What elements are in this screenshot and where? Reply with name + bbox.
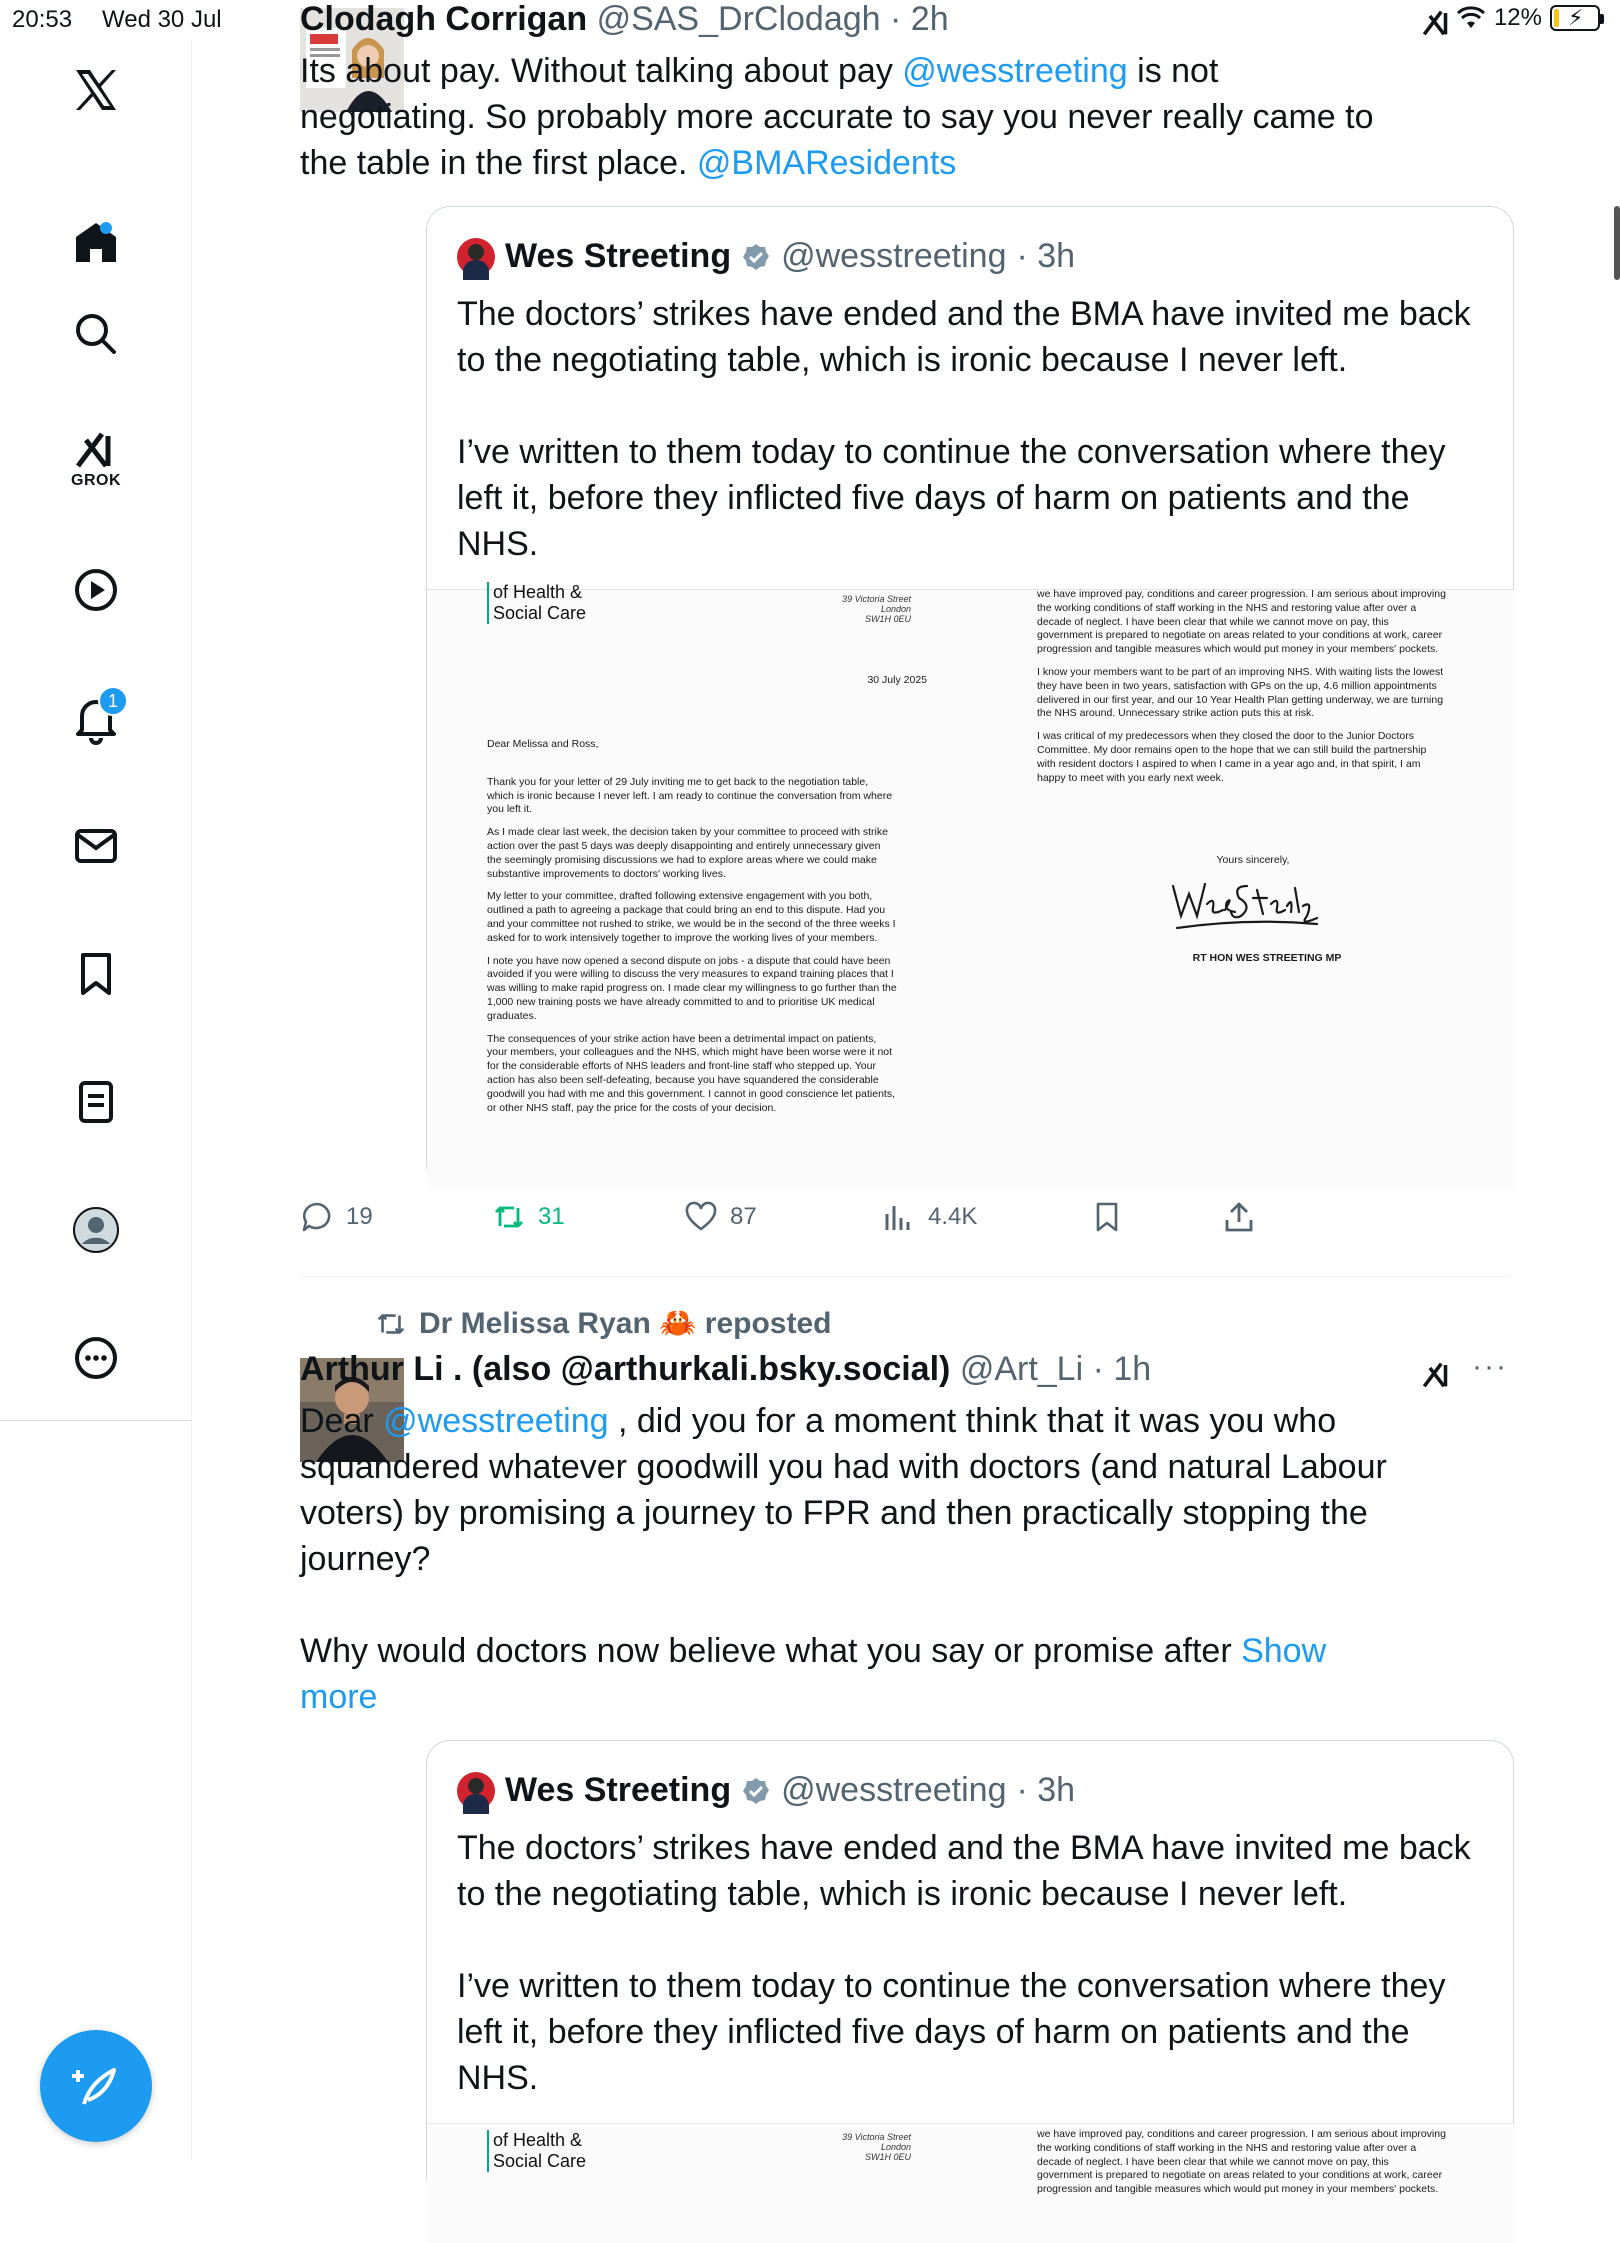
quote-avatar: [457, 238, 495, 276]
more-options-icon[interactable]: ···: [1472, 1350, 1508, 1383]
letter-paragraph: we have improved pay, conditions and career progression. I am serious about improving the working conditions of staff working in the NHS and restoring value after over a decade of neglect. I have been clear that while we cannot move on pay, this government is prepared to negotiate on areas related to your conditions at work, career progression and tangible measures which would put money in your members' pockets.: [1037, 2128, 1446, 2196]
letter-signatory: RT HON WES STREETING MP: [1192, 952, 1342, 964]
tweet-actions: [300, 1200, 1300, 1250]
letter-paragraph: I was critical of my predecessors when they closed the door to the Junior Doctors Committee. My door remains open to the hope that we can still build the partnership with resident doctors I aspired to when I came in a year ago and, in that spirit, I am happy to meet with you early next week.: [1037, 730, 1427, 784]
list-icon: [72, 1078, 120, 1126]
sidebar: [0, 40, 192, 2160]
sidebar-item-notifications[interactable]: [46, 668, 146, 768]
play-icon: [72, 566, 120, 614]
tweet-text-part: Its about pay. Without talking about pay: [300, 52, 903, 90]
tweet-text: [300, 48, 1400, 186]
quote-paragraph: The doctors’ strikes have ended and the BMA have invited me back to the negotiating table, which is ironic because I never left.: [457, 295, 1471, 379]
quote-paragraph: I’ve written to them today to continue the conversation where they left it, before they inflicted five days of harm on patients and the NHS.: [457, 1967, 1446, 2097]
quote-author: Wes Streeting: [505, 1771, 732, 1809]
mention-link[interactable]: @wesstreeting: [383, 1402, 609, 1440]
show-more-link[interactable]: Show more: [300, 1632, 1327, 1716]
timeline: [192, 0, 1620, 2196]
compose-feather-icon: [70, 2060, 122, 2112]
letter-paragraph: As I made clear last week, the decision taken by your committee to proceed with strike action over the past 5 days was deeply disappointing and entirely unnecessary given the seemingly promising discussions we had to explore areas where we could make substantive improvements to doctors' working lives.: [487, 826, 888, 880]
reply-count: 19: [346, 1203, 373, 1230]
home-icon: [72, 218, 120, 266]
like-button[interactable]: [684, 1200, 757, 1234]
charging-icon: ⚡: [1568, 5, 1584, 30]
views-chart-icon: [882, 1200, 916, 1234]
quote-text: [457, 1825, 1497, 2101]
compose-button[interactable]: [40, 2030, 152, 2142]
bookmark-icon: [72, 950, 120, 998]
x-logo-icon: [72, 66, 120, 114]
grok-label: GROK: [71, 472, 121, 489]
bookmark-button[interactable]: [1090, 1200, 1124, 1234]
views-button[interactable]: [882, 1200, 977, 1234]
address-line: 39 Victoria Street: [842, 594, 911, 604]
letter-right-column: [1037, 2128, 1447, 2206]
quote-time: · 3h: [1016, 1771, 1076, 1809]
signature-image: [1167, 866, 1327, 936]
quote-handle: @wesstreeting: [781, 1771, 1007, 1809]
repost-button[interactable]: [492, 1200, 565, 1234]
mention-link[interactable]: @wesstreeting: [902, 52, 1128, 90]
grok-icon[interactable]: [1420, 1358, 1454, 1392]
repost-icon: [375, 1308, 407, 1340]
mention-link[interactable]: @BMAResidents: [696, 144, 957, 182]
sidebar-item-video[interactable]: [46, 540, 146, 640]
dept-line: of Health &: [493, 2130, 583, 2150]
notification-badge: 1: [98, 686, 128, 716]
dept-line: Social Care: [493, 2151, 587, 2171]
letter-paragraph: we have improved pay, conditions and career progression. I am serious about improving the working conditions of staff working in the NHS and restoring value after over a decade of neglect. I have been clear that while we cannot move on pay, this government is prepared to negotiate on areas related to your conditions at work, career progression and tangible measures which would put money in your members' pockets.: [1037, 588, 1446, 656]
quote-paragraph: I’ve written to them today to continue the conversation where they left it, before they inflicted five days of harm on patients and the NHS.: [457, 433, 1446, 563]
heart-icon: [684, 1200, 718, 1234]
dept-line: of Health &: [493, 582, 583, 602]
dept-line: Social Care: [493, 603, 587, 623]
letter-paragraph: The consequences of your strike action have been a detrimental impact on patients, your members, your colleagues and the NHS, which might have been worse were it not for the considerable efforts of NHS leaders and front-line staff who stepped up. Your action has also been self-defeating, because you have squandered the considerable goodwill you had with me and this government. I cannot in good conscience let patients, or other NHS staff, pay the price for the costs of your decision.: [487, 1032, 895, 1114]
letter-image[interactable]: [427, 582, 1515, 1189]
envelope-icon: [72, 822, 120, 870]
address-line: SW1H 0EU: [864, 2152, 911, 2162]
sidebar-item-messages[interactable]: [46, 796, 146, 896]
sidebar-item-lists[interactable]: [46, 1052, 146, 1152]
quote-paragraph: The doctors’ strikes have ended and the BMA have invited me back to the negotiating table, which is ironic because I never left.: [457, 1829, 1471, 1913]
author-name[interactable]: Arthur Li . (also @arthurkali.bsky.social): [300, 1350, 951, 1388]
repost-count: 31: [538, 1203, 565, 1230]
sidebar-item-x-logo[interactable]: [46, 40, 146, 140]
author-handle[interactable]: @SAS_DrClodagh: [596, 0, 881, 38]
author-name[interactable]: Clodagh Corrigan: [300, 0, 588, 38]
quote-time: · 3h: [1016, 237, 1076, 275]
author-handle[interactable]: @Art_Li: [959, 1350, 1084, 1388]
battery-percent: 12%: [1493, 4, 1542, 31]
tweet-text-part: , did you for a moment think that it was you who squandered whatever goodwill you had with doctors (and natural Labour voters) by promising a journey to FPR and then practically stopping the journey?: [300, 1402, 1387, 1578]
sidebar-item-search[interactable]: [46, 284, 146, 384]
tweet-text-part: Dear: [300, 1402, 384, 1440]
share-button[interactable]: [1222, 1200, 1256, 1234]
letter-left-column: [487, 738, 897, 1124]
letter-right-column: [1037, 588, 1447, 794]
bookmark-icon: [1090, 1200, 1124, 1234]
address-line: London: [880, 2142, 911, 2152]
status-time: 20:53: [12, 6, 73, 33]
tweet-text-part: is not negotiating. So probably more accurate to say you never really came to the table in the first place.: [300, 52, 1374, 182]
sidebar-divider: [0, 1420, 192, 1421]
letter-paragraph: I know your members want to be part of an improving NHS. With waiting lists the lowest they have been in two years, satisfaction with GPs on the up, 4.6 million appointments delivered in our first year, and our 10 Year Health Plan getting underway, we are turning the NHS around. Unnecessary strike action puts this at risk.: [1037, 665, 1444, 720]
quoted-tweet[interactable]: [426, 206, 1514, 1188]
scrollbar[interactable]: [1614, 206, 1620, 280]
letter-closing: Yours sincerely,: [1216, 854, 1290, 866]
quote-text: [457, 291, 1497, 567]
repost-text: Dr Melissa Ryan 🦀 reposted: [419, 1307, 832, 1340]
verified-badge-icon: [741, 242, 771, 272]
letter-paragraph: I note you have now opened a second dispute on jobs - a dispute that could have been avoided if you were willing to discuss the very measures to expand training places that I was willing to make rapid progress on. I made clear my willingness to go further than the 1,000 new training posts we have already committed to and to prioritise UK medical graduates.: [487, 954, 897, 1022]
sidebar-item-grok[interactable]: [46, 408, 146, 508]
quote-header: [457, 237, 1075, 276]
views-count: 4.4K: [928, 1203, 978, 1230]
quote-avatar: [457, 1772, 495, 1810]
letter-paragraph: Thank you for your letter of 29 July inviting me to get back to the negotiation table, which is ironic because I never left. I am ready to continue the conversation from where you left it.: [487, 775, 893, 816]
new-posts-dot: [100, 222, 112, 234]
letter-paragraph: My letter to your committee, drafted following extensive engagement with you both, outlined a path to agreeing a package that could bring an end to this dispute. Had you and your committee not rushed to strike, we would be in the second of the three weeks I asked for to work intensively together to improve the working lives of your members.: [487, 890, 896, 944]
sidebar-item-profile[interactable]: [46, 1180, 146, 1280]
address-line: SW1H 0EU: [864, 614, 911, 624]
quote-author: Wes Streeting: [505, 237, 732, 275]
letter-date: 30 July 2025: [867, 674, 927, 686]
letter-address: [827, 594, 911, 624]
address-line: London: [880, 604, 911, 614]
dept-logo-text: [487, 2130, 586, 2172]
tweet-header: [300, 0, 949, 39]
share-icon: [1222, 1200, 1256, 1234]
quoted-tweet[interactable]: [426, 1740, 1514, 2200]
verified-badge-icon: [741, 1776, 771, 1806]
address-line: 39 Victoria Street: [842, 2132, 911, 2142]
tweet-text-part: Why would doctors now believe what you say or promise after: [300, 1632, 1242, 1670]
quote-handle: @wesstreeting: [781, 237, 1007, 275]
tweet-header: [300, 1350, 1151, 1389]
reply-button[interactable]: [300, 1200, 373, 1234]
sidebar-item-home[interactable]: [46, 192, 146, 292]
like-count: 87: [730, 1203, 757, 1230]
repost-icon: [492, 1200, 526, 1234]
letter-image[interactable]: [427, 2123, 1515, 2243]
repost-attribution[interactable]: [375, 1306, 832, 1341]
tweet-text: [300, 1398, 1400, 1720]
more-circle-icon: [72, 1334, 120, 1382]
profile-avatar-icon: [72, 1206, 120, 1254]
tweet-divider: [300, 1276, 1510, 1277]
status-date: Wed 30 Jul: [102, 6, 222, 33]
reply-icon: [300, 1200, 334, 1234]
grok-icon[interactable]: [1420, 6, 1454, 40]
dept-logo-text: [487, 582, 586, 624]
tweet-time[interactable]: · 2h: [890, 0, 949, 38]
sidebar-item-more[interactable]: [46, 1308, 146, 1408]
letter-paragraph: Dear Melissa and Ross,: [487, 738, 599, 750]
grok-icon: [72, 426, 120, 474]
quote-header: [457, 1771, 1075, 1810]
tweet-time[interactable]: · 1h: [1092, 1350, 1152, 1388]
letter-address: [827, 2132, 911, 2162]
search-icon: [72, 310, 120, 358]
sidebar-item-bookmarks[interactable]: [46, 924, 146, 1024]
